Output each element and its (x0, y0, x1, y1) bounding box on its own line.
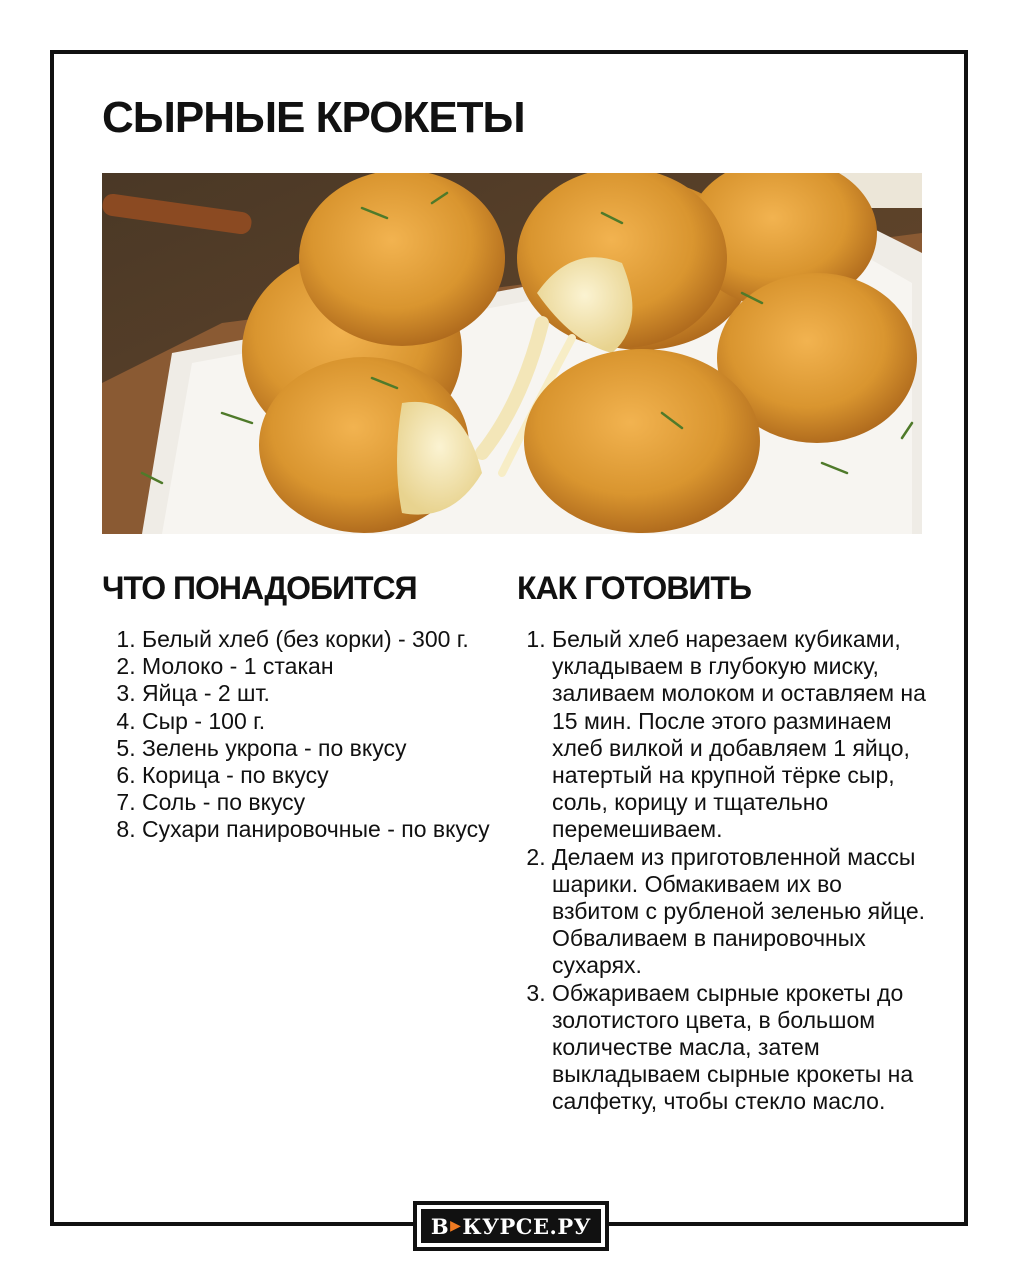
step-item: 3. Обжариваем сырные крокеты до золотистого цвета, в большом количестве масла, затем выкладываем сырные крокеты на салфетку, чтобы стекло масло. (552, 980, 927, 1116)
croquettes-photo (102, 173, 922, 534)
step-item: 1. Белый хлеб нарезаем кубиками, укладываем в глубокую миску, заливаем молоком и оставляем на 15 мин. После этого разминаем хлеб вилкой и добавляем 1 яйцо, натертый на крупной тёрке сыр, соль, корицу и тщательно перемешиваем. (552, 626, 927, 844)
ingredient-item: 6. Корица - по вкусу (142, 762, 502, 789)
vkurse-logo (413, 1201, 609, 1251)
logo-wordmark: КУРСЕ.РУ (462, 1213, 592, 1239)
ingredient-item: 8. Сухари панировочные - по вкусу (142, 816, 502, 843)
steps-list (512, 626, 927, 1116)
steps-heading: КАК ГОТОВИТЬ (517, 570, 751, 606)
ingredients-heading: ЧТО ПОНАДОБИТСЯ (102, 570, 417, 606)
ingredients-list (102, 626, 502, 844)
ingredient-item: 5. Зелень укропа - по вкусу (142, 735, 502, 762)
logo-plate (421, 1209, 601, 1243)
ingredient-item: 2. Молоко - 1 стакан (142, 653, 502, 680)
ingredient-item: 7. Соль - по вкусу (142, 789, 502, 816)
recipe-title: СЫРНЫЕ КРОКЕТЫ (102, 93, 525, 142)
logo-letter: В (430, 1213, 450, 1239)
ingredient-item: 3. Яйца - 2 шт. (142, 680, 502, 707)
ingredient-item: 4. Сыр - 100 г. (142, 708, 502, 735)
ingredient-item: 1. Белый хлеб (без корки) - 300 г. (142, 626, 502, 653)
step-item: 2. Делаем из приготовленной массы шарики. Обмакиваем их во взбитом с рубленой зеленью яйце. Обваливаем в панировочных сухарях. (552, 844, 927, 980)
logo-arrow-icon: ▶ (450, 1218, 462, 1234)
